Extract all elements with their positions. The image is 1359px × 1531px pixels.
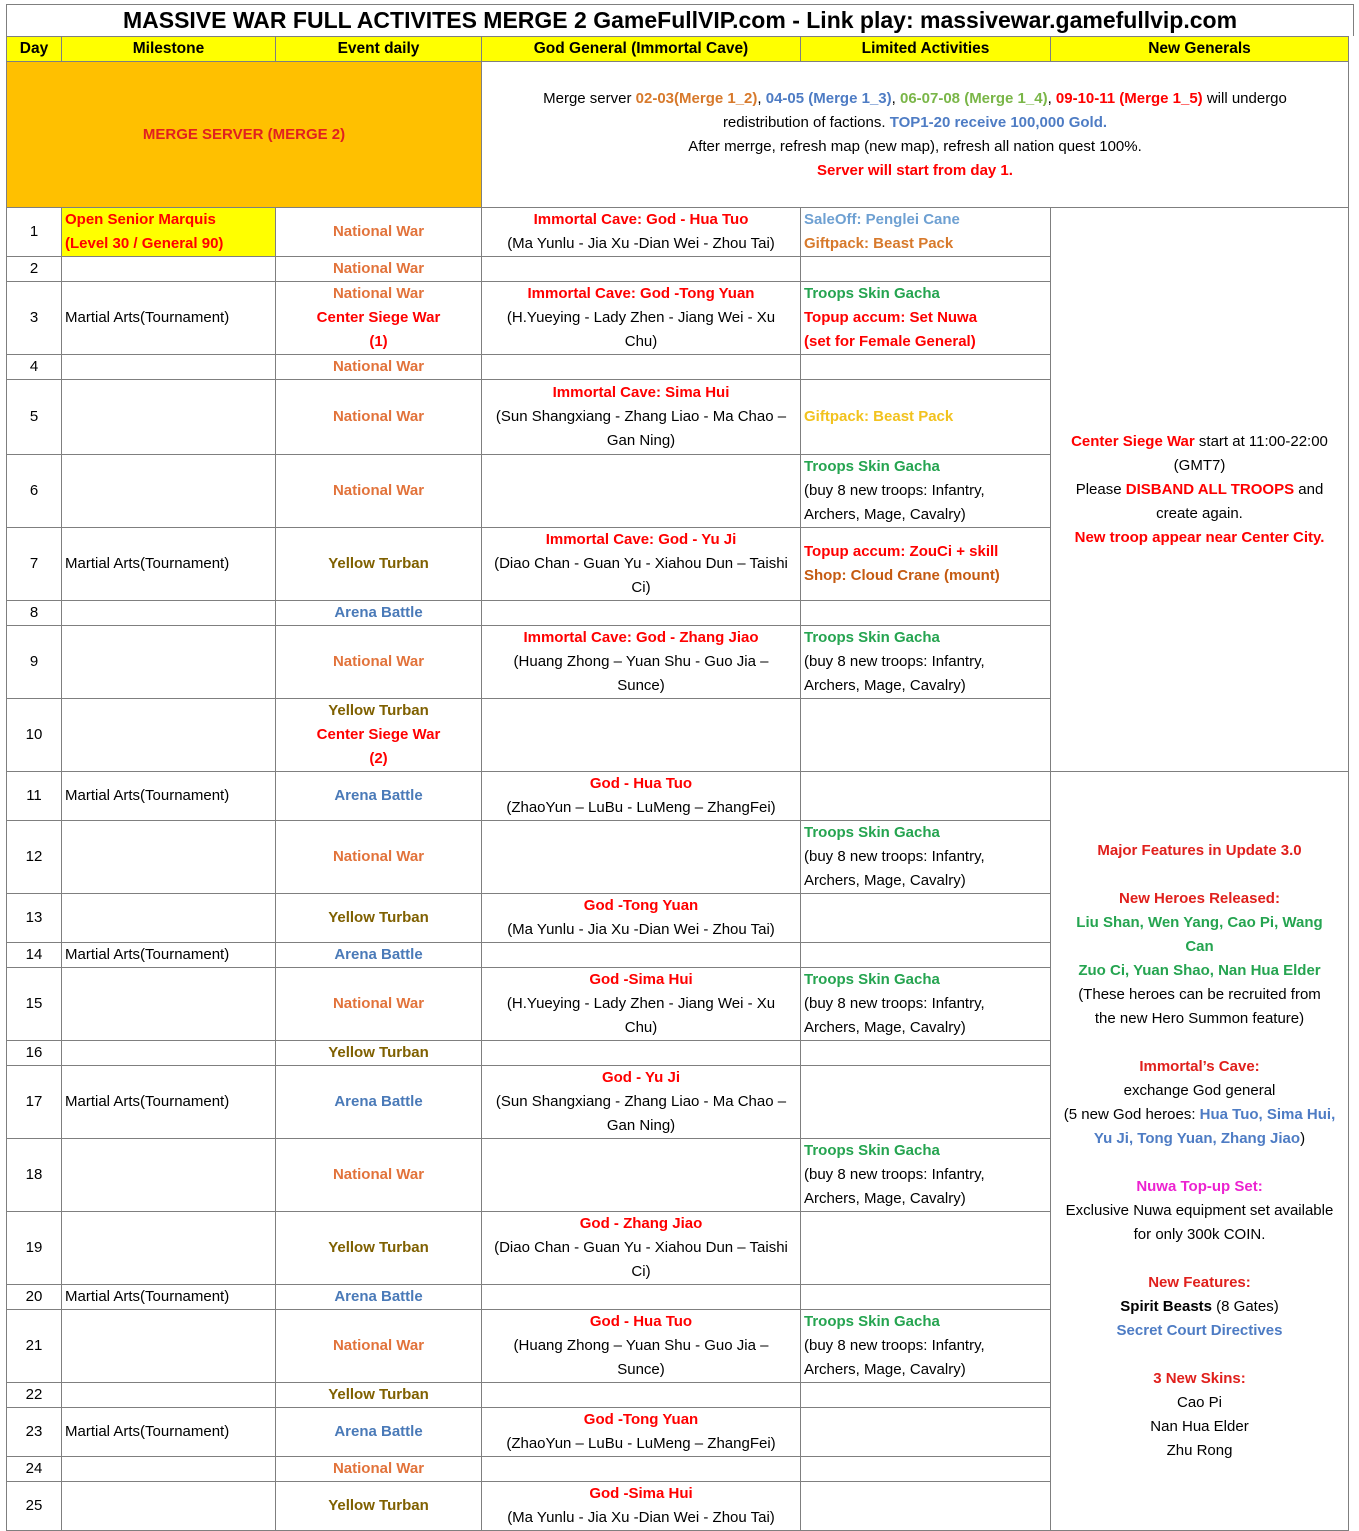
features-nf-title: New Features: [1148,1274,1251,1291]
event-cell: Yellow Turban [276,1212,482,1285]
features-nf-1: Spirit Beasts (8 Gates) [1120,1298,1279,1315]
table-row [7,772,1349,821]
milestone-cell [62,626,276,699]
features-cave-2: (5 new God heroes: Hua Tuo, Sima Hui, [1063,1106,1336,1123]
god-cell [482,943,801,968]
features-nuwa-2: for only 300k COIN. [1133,1226,1266,1243]
features-heroes-2: Can [1185,938,1214,955]
milestone-cell [62,894,276,943]
merge-row [7,62,1349,208]
features-heroes-note-2: the new Hero Summon feature) [1094,1010,1305,1027]
event-cell: National War [276,1310,482,1383]
event-cell: Arena Battle [276,1066,482,1139]
day-cell: 6 [7,455,62,528]
event-cell: National War [276,1457,482,1482]
event-cell: Yellow Turban Center Siege War (2) [276,699,482,772]
day-cell: 3 [7,282,62,355]
merge-info-line-1: Merge server 02-03(Merge 1_2), 04-05 (Merge 1_3), 06-07-08 (Merge 1_4), 09-10-11 (Merge 1_5) will undergo [543,89,1287,107]
god-cell [482,1285,801,1310]
milestone-cell: Martial Arts(Tournament) [62,1285,276,1310]
god-cell: Immortal Cave: Sima Hui (Sun Shangxiang - Zhang Liao - Ma Chao – Gan Ning) [482,380,801,455]
features-skin-1: Cao Pi [1176,1394,1223,1411]
limited-cell [801,355,1051,380]
event-cell: National War [276,380,482,455]
god-cell: Immortal Cave: God -Tong Yuan (H.Yueying - Lady Zhen - Jiang Wei - Xu Chu) [482,282,801,355]
merge-info [482,62,1349,208]
day-cell: 24 [7,1457,62,1482]
limited-cell: Troops Skin Gacha (buy 8 new troops: Infantry, Archers, Mage, Cavalry) [801,626,1051,699]
god-cell [482,455,801,528]
features-nf-2: Secret Court Directives [1116,1322,1283,1339]
siege-note-line-3: Please DISBAND ALL TROOPS and [1075,480,1324,498]
event-cell: National War [276,1139,482,1212]
milestone-cell: Martial Arts(Tournament) [62,943,276,968]
milestone-cell [62,1139,276,1212]
features-cave-3: Yu Ji, Tong Yuan, Zhang Jiao) [1093,1130,1306,1147]
day-cell: 9 [7,626,62,699]
god-cell: God -Tong Yuan (ZhaoYun – LuBu - LuMeng – ZhangFei) [482,1408,801,1457]
god-cell: God -Tong Yuan (Ma Yunlu - Jia Xu -Dian Wei - Zhou Tai) [482,894,801,943]
god-cell: God - Hua Tuo (Huang Zhong – Yuan Shu - Guo Jia – Sunce) [482,1310,801,1383]
event-cell: Yellow Turban [276,1041,482,1066]
limited-cell [801,1285,1051,1310]
milestone-cell [62,455,276,528]
limited-cell [801,1066,1051,1139]
day-cell: 2 [7,257,62,282]
limited-cell [801,1041,1051,1066]
event-cell: National War [276,821,482,894]
milestone-cell: Martial Arts(Tournament) [62,1408,276,1457]
limited-cell: Troops Skin Gacha (buy 8 new troops: Infantry, Archers, Mage, Cavalry) [801,968,1051,1041]
limited-cell [801,257,1051,282]
merge-info-line-4: Server will start from day 1. [817,161,1013,179]
milestone-cell [62,699,276,772]
event-cell: National War [276,626,482,699]
siege-note-line-1: Center Siege War start at 11:00-22:00 [1071,432,1328,450]
event-cell: National War [276,208,482,257]
event-cell: Arena Battle [276,1408,482,1457]
day-cell: 8 [7,601,62,626]
limited-cell: Troops Skin Gacha (buy 8 new troops: Infantry, Archers, Mage, Cavalry) [801,455,1051,528]
header-god-general: God General (Immortal Cave) [482,37,801,62]
features-cell [1051,772,1349,1531]
day-cell: 19 [7,1212,62,1285]
features-nuwa-title: Nuwa Top-up Set: [1136,1178,1263,1195]
limited-cell [801,1383,1051,1408]
milestone-cell [62,601,276,626]
milestone-cell [62,257,276,282]
features-skin-2: Nan Hua Elder [1150,1418,1249,1435]
features-cave-1: exchange God general [1123,1082,1276,1099]
features-heroes-1: Liu Shan, Wen Yang, Cao Pi, Wang [1076,914,1323,931]
event-cell: Yellow Turban [276,1482,482,1531]
day-cell: 4 [7,355,62,380]
milestone-cell: Martial Arts(Tournament) [62,1066,276,1139]
milestone-cell [62,1310,276,1383]
god-cell: Immortal Cave: God - Zhang Jiao (Huang Zhong – Yuan Shu - Guo Jia – Sunce) [482,626,801,699]
day-cell: 25 [7,1482,62,1531]
features-heroes-title: New Heroes Released: [1119,890,1280,907]
features-heroes-3: Zuo Ci, Yuan Shao, Nan Hua Elder [1078,962,1321,979]
header-day: Day [7,37,62,62]
god-cell: God -Sima Hui (H.Yueying - Lady Zhen - Jiang Wei - Xu Chu) [482,968,801,1041]
milestone-cell [62,380,276,455]
god-cell: God - Zhang Jiao (Diao Chan - Guan Yu - Xiahou Dun – Taishi Ci) [482,1212,801,1285]
day-cell: 10 [7,699,62,772]
god-cell: God -Sima Hui (Ma Yunlu - Jia Xu -Dian Wei - Zhou Tai) [482,1482,801,1531]
siege-note-line-4: create again. [1156,504,1243,522]
god-cell [482,355,801,380]
sheet-title: MASSIVE WAR FULL ACTIVITES MERGE 2 GameFullVIP.com - Link play: massivewar.gamefullvip.com [6,4,1354,36]
day-cell: 22 [7,1383,62,1408]
limited-cell: Troops Skin Gacha (buy 8 new troops: Infantry, Archers, Mage, Cavalry) [801,1139,1051,1212]
header-milestone: Milestone [62,37,276,62]
day-cell: 21 [7,1310,62,1383]
limited-cell [801,699,1051,772]
day-cell: 7 [7,528,62,601]
milestone-cell [62,355,276,380]
event-cell: National War Center Siege War (1) [276,282,482,355]
features-skins-title: 3 New Skins: [1153,1370,1246,1387]
features-skin-3: Zhu Rong [1166,1442,1233,1459]
limited-cell [801,894,1051,943]
features-nuwa-1: Exclusive Nuwa equipment set available [1065,1202,1334,1219]
limited-cell: Topup accum: ZouCi + skill Shop: Cloud Crane (mount) [801,528,1051,601]
limited-cell: Troops Skin Gacha (buy 8 new troops: Infantry, Archers, Mage, Cavalry) [801,1310,1051,1383]
milestone-cell [62,1041,276,1066]
event-cell: Arena Battle [276,1285,482,1310]
god-cell [482,1139,801,1212]
milestone-cell [62,1383,276,1408]
event-cell: National War [276,455,482,528]
milestone-cell [62,1457,276,1482]
limited-cell [801,1408,1051,1457]
god-cell: Immortal Cave: God - Yu Ji (Diao Chan - Guan Yu - Xiahou Dun – Taishi Ci) [482,528,801,601]
day-cell: 14 [7,943,62,968]
limited-cell [801,601,1051,626]
siege-note-line-2: (GMT7) [1173,456,1226,474]
god-cell: God - Hua Tuo (ZhaoYun – LuBu - LuMeng – ZhangFei) [482,772,801,821]
siege-note-line-5: New troop appear near Center City. [1074,528,1325,546]
day-cell: 1 [7,208,62,257]
table-row [7,208,1349,257]
features-cave-title: Immortal’s Cave: [1139,1058,1260,1075]
god-cell [482,257,801,282]
header-new-generals: New Generals [1051,37,1349,62]
schedule-table [6,36,1349,1531]
event-cell: National War [276,355,482,380]
event-cell: Yellow Turban [276,894,482,943]
day-cell: 11 [7,772,62,821]
milestone-cell: Martial Arts(Tournament) [62,772,276,821]
milestone-cell: Martial Arts(Tournament) [62,528,276,601]
limited-cell [801,1457,1051,1482]
limited-cell [801,1482,1051,1531]
limited-cell [801,1212,1051,1285]
limited-cell: SaleOff: Penglei Cane Giftpack: Beast Pack [801,208,1051,257]
event-cell: Arena Battle [276,772,482,821]
god-cell [482,601,801,626]
milestone-cell [62,1482,276,1531]
limited-cell: Troops Skin Gacha (buy 8 new troops: Infantry, Archers, Mage, Cavalry) [801,821,1051,894]
limited-cell: Giftpack: Beast Pack [801,380,1051,455]
header-row [7,37,1349,62]
schedule-sheet [6,4,1354,1531]
siege-note-cell [1051,208,1349,772]
milestone-cell: Open Senior Marquis (Level 30 / General 90) [62,208,276,257]
god-cell: God - Yu Ji (Sun Shangxiang - Zhang Liao - Ma Chao – Gan Ning) [482,1066,801,1139]
god-cell [482,699,801,772]
day-cell: 15 [7,968,62,1041]
milestone-cell: Martial Arts(Tournament) [62,282,276,355]
day-cell: 23 [7,1408,62,1457]
event-cell: National War [276,257,482,282]
day-cell: 5 [7,380,62,455]
milestone-cell [62,1212,276,1285]
day-cell: 13 [7,894,62,943]
day-cell: 17 [7,1066,62,1139]
header-event-daily: Event daily [276,37,482,62]
day-cell: 18 [7,1139,62,1212]
header-limited-activities: Limited Activities [801,37,1051,62]
milestone-cell [62,968,276,1041]
limited-cell [801,772,1051,821]
limited-cell [801,943,1051,968]
god-cell [482,1383,801,1408]
event-cell: Yellow Turban [276,528,482,601]
event-cell: Arena Battle [276,943,482,968]
day-cell: 16 [7,1041,62,1066]
features-heroes-note-1: (These heroes can be recruited from [1078,986,1321,1003]
merge-info-line-3: After merrge, refresh map (new map), refresh all nation quest 100%. [688,137,1142,155]
merge-info-line-2: redistribution of factions. TOP1-20 receive 100,000 Gold. [722,113,1108,131]
milestone-cell [62,821,276,894]
features-major: Major Features in Update 3.0 [1097,842,1302,859]
merge-label: MERGE SERVER (MERGE 2) [7,62,482,208]
event-cell: Yellow Turban [276,1383,482,1408]
limited-cell: Troops Skin Gacha Topup accum: Set Nuwa (set for Female General) [801,282,1051,355]
event-cell: Arena Battle [276,601,482,626]
god-cell [482,1457,801,1482]
god-cell [482,821,801,894]
day-cell: 20 [7,1285,62,1310]
god-cell: Immortal Cave: God - Hua Tuo (Ma Yunlu - Jia Xu -Dian Wei - Zhou Tai) [482,208,801,257]
event-cell: National War [276,968,482,1041]
day-cell: 12 [7,821,62,894]
god-cell [482,1041,801,1066]
